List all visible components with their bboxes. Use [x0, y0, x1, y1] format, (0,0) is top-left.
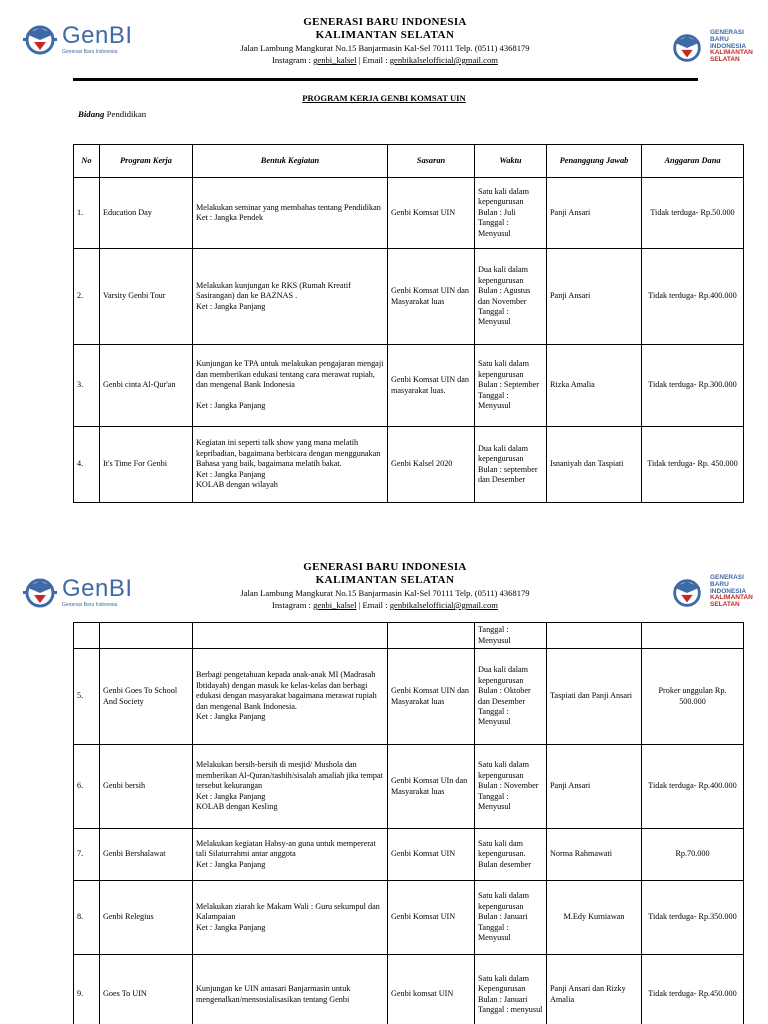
bidang-line — [78, 109, 146, 119]
genbi-logo — [20, 20, 133, 60]
row-no: 8. — [74, 881, 100, 955]
instagram-link[interactable]: genbi_kalsel — [313, 600, 357, 610]
row-program: Genbi Relegius — [100, 881, 193, 955]
row-program: Varsity Genbi Tour — [100, 249, 193, 345]
contact-separator: | Email : — [356, 600, 390, 610]
instagram-link[interactable]: genbi_kalsel — [313, 55, 357, 65]
row-sasaran: Genbi Kalsel 2020 — [388, 427, 475, 503]
logo-wordmark: GenBI — [62, 22, 133, 49]
contact-prefix: Instagram : — [272, 600, 314, 610]
row-pj: Panji Ansari — [547, 745, 642, 829]
row-kegiatan: Kunjungan ke TPA untuk melakukan pengajaran mengaji dan memberikan edukasi tentang cara merawat rupiah, dan mengenal Bank Indonesia Ket : Jangka Panjang — [193, 345, 388, 427]
table-row — [74, 649, 744, 745]
logo-text-red: KALIMANTAN SELATAN — [710, 49, 753, 64]
row-no — [74, 623, 100, 649]
document-page-1 — [0, 0, 768, 510]
row-program: Genbi bersih — [100, 745, 193, 829]
table-row — [74, 249, 744, 345]
row-waktu: Dua kali dalam kepengurusan Bulan : Oktober dan Desember Tanggal : Menyusul — [475, 649, 547, 745]
row-pj: Norma Rahmawati — [547, 829, 642, 881]
row-waktu: Satu kali dalam kepengurusan Bulan : Juli Tanggal : Menyusul — [475, 178, 547, 249]
row-kegiatan: Melakukan bersih-bersih di mesjid/ Mushola dan memberikan Al-Quran/tasbih/sisalah amaliah jika tempat tersebut kekurangan Ket : Jangka Panjang KOLAB dengan Kesling — [193, 745, 388, 829]
table-row — [74, 623, 744, 649]
row-anggaran — [642, 623, 744, 649]
genbi-emblem-icon — [20, 573, 60, 613]
logo-tagline: Generasi Baru Indonesia — [62, 49, 118, 55]
row-anggaran: Tidak terduga- Rp.450.000 — [642, 955, 744, 1024]
row-sasaran: Genbi Komsat UIN — [388, 178, 475, 249]
genbi-emblem-icon — [668, 573, 706, 613]
contact-separator: | Email : — [356, 55, 390, 65]
genbi-emblem-icon — [668, 28, 706, 68]
row-waktu: Satu kali dalam kepengurusan Bulan : September Tanggal : Menyusul — [475, 345, 547, 427]
org-name: GENERASI BARU INDONESIA — [303, 561, 467, 573]
program-title: PROGRAM KERJA GENBI KOMSAT UIN — [302, 93, 466, 103]
row-kegiatan: Melakukan seminar yang membahas tentang Pendidikan Ket : Jangka Pendek — [193, 178, 388, 249]
row-program: Genbi Bershalawat — [100, 829, 193, 881]
row-sasaran: Genbi Komsat UIN — [388, 881, 475, 955]
row-kegiatan: Kunjungan ke UIN antasari Banjarmasin untuk mengenalkan/mensosialisasikan tentang Genbi — [193, 955, 388, 1024]
row-program — [100, 623, 193, 649]
row-pj: Panji Ansari — [547, 249, 642, 345]
col-header-no: No — [74, 145, 100, 178]
kalsel-logo-text — [710, 575, 753, 609]
logo-text-blue: GENERASI BARU INDONESIA — [710, 574, 747, 595]
row-sasaran: Genbi Komsat UIN dan Masyarakat luas — [388, 649, 475, 745]
col-header-anggaran: Anggaran Dana — [642, 145, 744, 178]
row-no: 4. — [74, 427, 100, 503]
row-kegiatan: Melakukan ziarah ke Makam Wali : Guru sekumpul dan Kalampaian Ket : Jangka Panjang — [193, 881, 388, 955]
row-pj: Panji Ansari dan Rizky Amalia — [547, 955, 642, 1024]
genbi-kalsel-logo — [668, 573, 758, 617]
table-row — [74, 829, 744, 881]
table-row — [74, 427, 744, 503]
row-kegiatan: Kegiatan ini seperti talk show yang mana melatih kepribadian, bagaimana berbicara dengan menggunakan Bahasa yang baik, bagaimana melatih bakat. Ket : Jangka Panjang KOLAB dengan wilayah — [193, 427, 388, 503]
row-sasaran: Genbi Komsat UIN dan Masyarakat luas — [388, 249, 475, 345]
table-row — [74, 955, 744, 1024]
row-program: Goes To UIN — [100, 955, 193, 1024]
bidang-value: Pendidikan — [106, 109, 147, 119]
logo-text-blue: GENERASI BARU INDONESIA — [710, 29, 747, 50]
row-pj — [547, 623, 642, 649]
row-pj: Taspiati dan Panji Ansari — [547, 649, 642, 745]
bidang-label: Bidang — [78, 109, 105, 119]
row-program: Genbi Goes To School And Society — [100, 649, 193, 745]
row-anggaran: Tidak terduga- Rp.400.000 — [642, 745, 744, 829]
row-no: 9. — [74, 955, 100, 1024]
org-address: Jalan Lambung Mangkurat No.15 Banjarmasin Kal-Sel 70111 Telp. (0511) 4368179 — [240, 588, 530, 598]
col-header-program: Program Kerja — [100, 145, 193, 178]
row-anggaran: Tidak terduga- Rp. 450.000 — [642, 427, 744, 503]
org-contact — [150, 599, 620, 611]
table-row — [74, 345, 744, 427]
row-anggaran: Tidak terduga- Rp.50.000 — [642, 178, 744, 249]
row-kegiatan: Berbagi pengetahuan kepada anak-anak MI (Madrasah Ibtidayah) dengan masuk ke kelas-kelas dan berbagi edukasi dengan masyarakat bagaimana merawat rupiah dan mengenal Bank Indonesia. Ket : Jangka Panjang — [193, 649, 388, 745]
col-header-pj: Penanggung Jawab — [547, 145, 642, 178]
letterhead — [150, 561, 620, 611]
row-kegiatan: Melakukan kegiatan Habsy-an guna untuk mempererat tali Silaturrahmi antar anggota Ket : Jangka Panjang — [193, 829, 388, 881]
row-kegiatan — [193, 623, 388, 649]
row-no: 2. — [74, 249, 100, 345]
genbi-kalsel-logo — [668, 28, 758, 72]
row-sasaran: Genbi komsat UIN — [388, 955, 475, 1024]
row-waktu: Satu kali dalam kepengurusan Bulan : November Tanggal : Menyusul — [475, 745, 547, 829]
row-sasaran — [388, 623, 475, 649]
row-no: 3. — [74, 345, 100, 427]
col-header-kegiatan: Bentuk Kegiatan — [193, 145, 388, 178]
header-divider — [73, 78, 698, 81]
row-anggaran: Proker unggulan Rp. 500.000 — [642, 649, 744, 745]
row-pj: M.Edy Kurniawan — [547, 881, 642, 955]
document-page-2 — [0, 553, 768, 1024]
table-row — [74, 881, 744, 955]
row-pj: Rizka Amalia — [547, 345, 642, 427]
kalsel-logo-text — [710, 30, 753, 64]
logo-wordmark: GenBI — [62, 575, 133, 602]
row-waktu: Tanggal : Menyusul — [475, 623, 547, 649]
row-sasaran: Genbi Komsat UIN — [388, 829, 475, 881]
org-name: GENERASI BARU INDONESIA — [303, 16, 467, 28]
row-no: 5. — [74, 649, 100, 745]
table-row — [74, 745, 744, 829]
org-region: KALIMANTAN SELATAN — [315, 574, 455, 586]
row-anggaran: Tidak terduga- Rp.400.000 — [642, 249, 744, 345]
program-table — [73, 144, 744, 503]
table-row — [74, 178, 744, 249]
row-program: Genbi cinta Al-Qur'an — [100, 345, 193, 427]
logo-text-red: KALIMANTAN SELATAN — [710, 594, 753, 609]
email-link[interactable]: genbikalselofficial@gmail.com — [389, 600, 498, 610]
org-contact — [150, 54, 620, 66]
row-no: 7. — [74, 829, 100, 881]
genbi-emblem-icon — [20, 20, 60, 60]
row-program: It's Time For Genbi — [100, 427, 193, 503]
row-no: 1. — [74, 178, 100, 249]
row-no: 6. — [74, 745, 100, 829]
col-header-sasaran: Sasaran — [388, 145, 475, 178]
row-pj: Panji Ansari — [547, 178, 642, 249]
row-sasaran: Genbi Komsat UIn dan Masyarakat luas — [388, 745, 475, 829]
logo-tagline: Generasi Baru Indonesia — [62, 602, 118, 608]
row-pj: Isnaniyah dan Taspiati — [547, 427, 642, 503]
row-program: Education Day — [100, 178, 193, 249]
program-table-continued — [73, 622, 744, 1024]
letterhead — [150, 16, 620, 66]
row-anggaran: Rp.70.000 — [642, 829, 744, 881]
row-anggaran: Tidak terduga- Rp.300.000 — [642, 345, 744, 427]
row-sasaran: Genbi Komsat UIN dan masyarakat luas. — [388, 345, 475, 427]
row-anggaran: Tidak terduga- Rp.350.000 — [642, 881, 744, 955]
row-waktu: Dua kali dalam kepengurusan Bulan : september dan Desember — [475, 427, 547, 503]
row-waktu: Satu kali dalam Kepengurusan Bulan : Januari Tanggal : menyusul — [475, 955, 547, 1024]
col-header-waktu: Waktu — [475, 145, 547, 178]
row-waktu: Satu kali dam kepengurusan. Bulan desember — [475, 829, 547, 881]
email-link[interactable]: genbikalselofficial@gmail.com — [389, 55, 498, 65]
org-address: Jalan Lambung Mangkurat No.15 Banjarmasin Kal-Sel 70111 Telp. (0511) 4368179 — [240, 43, 530, 53]
org-region: KALIMANTAN SELATAN — [315, 29, 455, 41]
genbi-logo — [20, 573, 133, 613]
row-waktu: Satu kali dalam kepengurusan Bulan : Januari Tanggal : Menyusul — [475, 881, 547, 955]
row-waktu: Dua kali dalam kepengurusan Bulan : Agustus dan November Tanggal : Menyusul — [475, 249, 547, 345]
table-header-row — [74, 145, 744, 178]
contact-prefix: Instagram : — [272, 55, 314, 65]
row-kegiatan: Melakukan kunjungan ke RKS (Rumah Kreatif Sasirangan) dan ke BAZNAS . Ket : Jangka Panjang — [193, 249, 388, 345]
